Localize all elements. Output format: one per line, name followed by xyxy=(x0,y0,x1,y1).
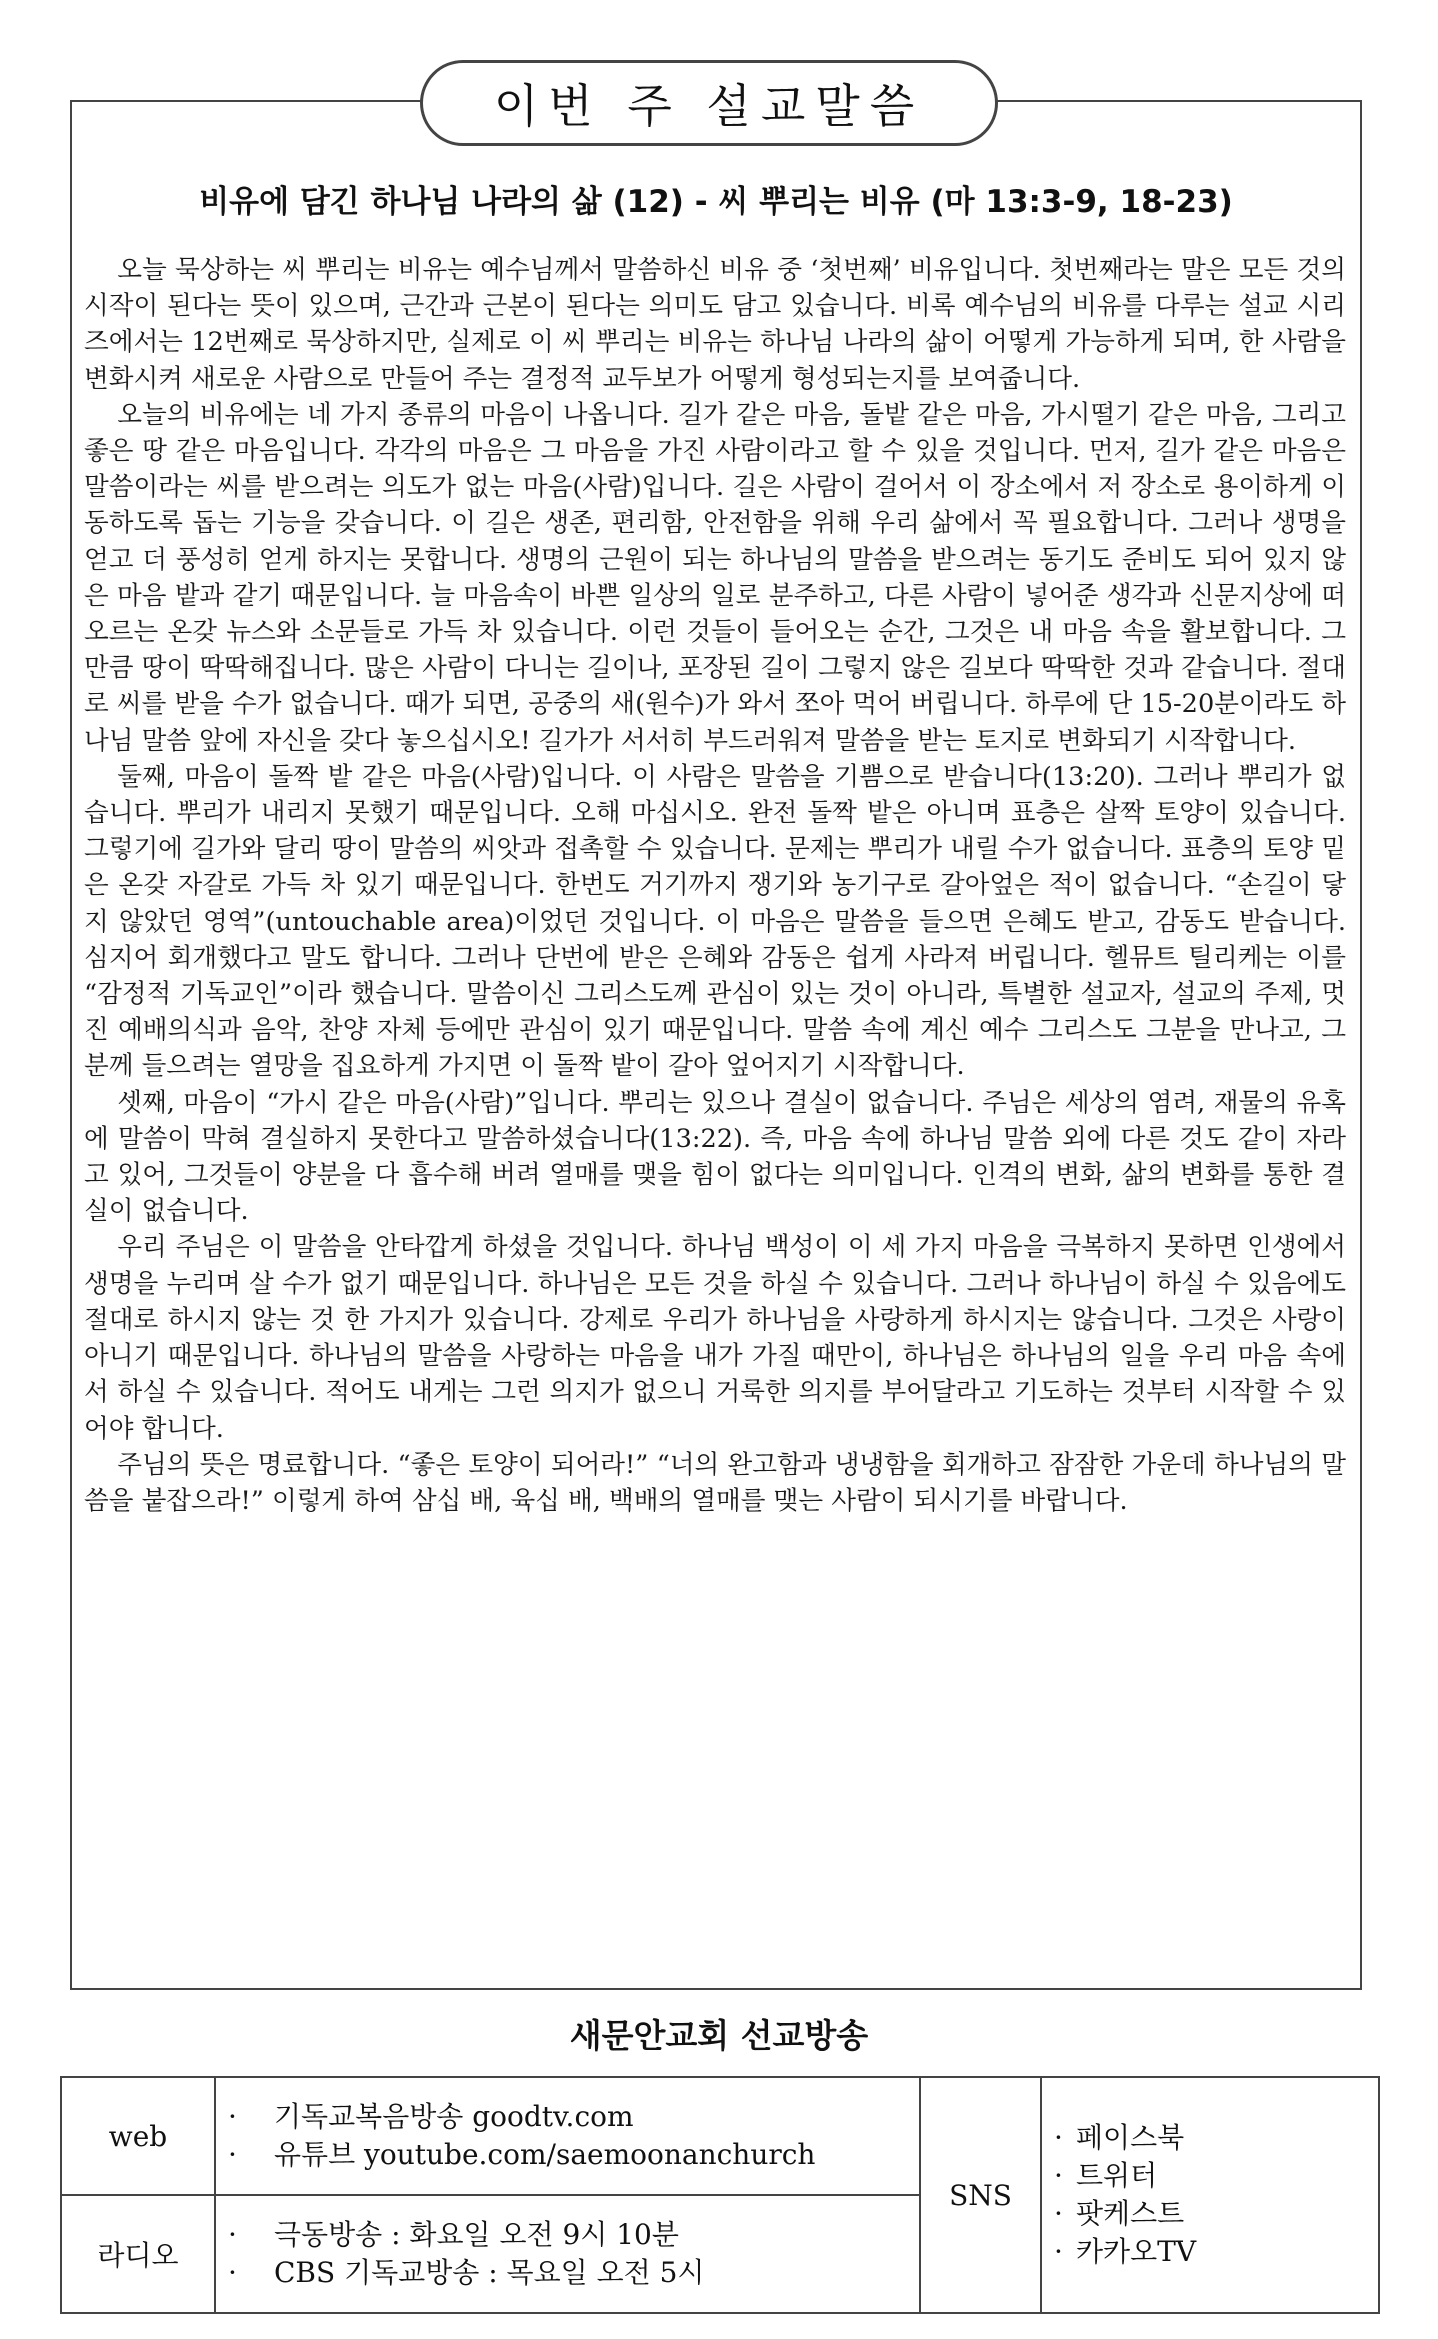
sermon-paragraph: 주님의 뜻은 명료합니다. “좋은 토양이 되어라!” “너의 완고함과 냉냉함을 회개하고 잠잠한 가운데 하나님의 말씀을 붙잡으라!” 이렇게 하여 삼십 배, 육십 배, 백배의 열매를 맺는 사람이 되시기를 바랍니다. xyxy=(84,1449,1346,1516)
web-list xyxy=(215,2077,920,2195)
sns-item[interactable]: 카카오TV xyxy=(1076,2235,1197,2268)
radio-label: 라디오 xyxy=(61,2195,215,2313)
list-item xyxy=(228,2216,907,2254)
bullet-icon: · xyxy=(228,2256,237,2289)
sermon-paragraph: 셋째, 마음이 “가시 같은 마음(사람)”입니다. 뿌리는 있으나 결실이 없습니다. 주님은 세상의 염려, 재물의 유혹에 말씀이 막혀 결실하지 못한다고 말씀하셨습니다(13:22). 즉, 마음 속에 하나님 말씀 외에 다른 것도 같이 자라고 있어, 그것들이 양분을 다 흡수해 버려 열매를 맺을 힘이 없다는 의미입니다. 인격의 변화, 삶의 변화를 통한 결실이 없습니다. xyxy=(84,1087,1346,1227)
list-item xyxy=(228,2254,907,2292)
sns-item[interactable]: 팟케스트 xyxy=(1076,2197,1185,2230)
bullet-icon: · xyxy=(228,2100,237,2133)
bullet-icon: · xyxy=(1054,2121,1063,2154)
radio-list xyxy=(215,2195,920,2313)
sermon-paragraph: 오늘 묵상하는 씨 뿌리는 비유는 예수님께서 말씀하신 비유 중 ‘첫번째’ 비유입니다. 첫번째라는 말은 모든 것의 시작이 된다는 뜻이 있으며, 근간과 근본이 된다는 의미도 담고 있습니다. 비록 예수님의 비유를 다루는 설교 시리즈에서는 12번째로 묵상하지만, 실제로 이 씨 뿌리는 비유는 하나님 나라의 삶이 어떻게 가능하게 되며, 한 사람을 변화시켜 새로운 사람으로 만들어 주는 결정적 교두보가 어떻게 형성되는지를 보여줍니다. xyxy=(84,255,1346,394)
radio-item: CBS 기독교방송 : 목요일 오전 5시 xyxy=(274,2256,705,2289)
sermon-paragraph: 우리 주님은 이 말씀을 안타깝게 하셨을 것입니다. 하나님 백성이 이 세 가지 마음을 극복하지 못하면 인생에서 생명을 누리며 살 수가 없기 때문입니다. 하나님은 모든 것을 하실 수 있습니다. 그러나 하나님이 하실 수 있음에도 절대로 하시지 않는 것 한 가지가 있습니다. 강제로 우리가 하나님을 사랑하게 하시지는 않습니다. 그것은 사랑이 아니기 때문입니다. 하나님의 말씀을 사랑하는 마음을 내가 가질 때만이, 하나님은 하나님의 일을 우리 마음 속에서 하실 수 있습니다. 적어도 내게는 그런 의지가 없으니 거룩한 의지를 부어달라고 기도하는 것부터 시작할 수 있어야 합니다. xyxy=(84,1232,1346,1444)
sns-label: SNS xyxy=(920,2077,1041,2313)
list-item xyxy=(1054,2233,1366,2271)
bullet-icon: · xyxy=(1054,2197,1063,2230)
bullet-icon: · xyxy=(228,2138,237,2171)
sermon-heading: 비유에 담긴 하나님 나라의 삶 (12) - 씨 뿌리는 비유 (마 13:3-9, 18-23) xyxy=(199,184,1233,220)
broadcast-table xyxy=(60,2076,1380,2314)
list-item xyxy=(1054,2157,1366,2195)
list-item xyxy=(228,2136,907,2174)
sermon-body xyxy=(84,252,1346,1519)
bullet-icon: · xyxy=(228,2218,237,2251)
sermon-paragraph: 둘째, 마음이 돌짝 밭 같은 마음(사람)입니다. 이 사람은 말씀을 기쁨으로 받습니다(13:20). 그러나 뿌리가 없습니다. 뿌리가 내리지 못했기 때문입니다. 오해 마십시오. 완전 돌짝 밭은 아니며 표층은 살짝 토양이 있습니다. 그렇기에 길가와 달리 땅이 말씀의 씨앗과 접촉할 수 있습니다. 문제는 뿌리가 내릴 수가 없습니다. 표층의 토양 밑은 온갖 자갈로 가득 차 있기 때문입니다. 한번도 거기까지 쟁기와 농기구로 갈아엎은 적이 없습니다. “손길이 닿지 않았던 영역”(untouchable area)이었던 것입니다. 이 마음은 말씀을 들으면 은혜도 받고, 감동도 받습니다. 심지어 회개했다고 말도 합니다. 그러나 단번에 받은 은혜와 감동은 쉽게 사라져 버립니다. 헬뮤트 틸리케는 이를 “감정적 기독교인”이라 했습니다. 말씀이신 그리스도께 관심이 있는 것이 아니라, 특별한 설교자, 설교의 주제, 멋진 예배의식과 음악, 찬양 자체 등에만 관심이 있기 때문입니다. 말씀 속에 계신 예수 그리스도 그분을 만나고, 그분께 들으려는 열망을 집요하게 가지면 이 돌짝 밭이 갈아 엎어지기 시작합니다. xyxy=(84,761,1346,1082)
list-item xyxy=(1054,2195,1366,2233)
sns-item[interactable]: 트위터 xyxy=(1076,2159,1158,2192)
page-title: 이번 주 설교말씀 xyxy=(420,60,998,146)
radio-item: 극동방송 : 화요일 오전 9시 10분 xyxy=(274,2218,679,2251)
table-row xyxy=(61,2077,1379,2195)
broadcast-title: 새문안교회 선교방송 xyxy=(569,2016,869,2055)
list-item xyxy=(1054,2119,1366,2157)
list-item xyxy=(228,2098,907,2136)
web-label: web xyxy=(61,2077,215,2195)
bullet-icon: · xyxy=(1054,2235,1063,2268)
web-item[interactable]: 기독교복음방송 goodtv.com xyxy=(274,2100,634,2133)
sns-item[interactable]: 페이스북 xyxy=(1076,2121,1185,2154)
bullet-icon: · xyxy=(1054,2159,1063,2192)
sermon-paragraph: 오늘의 비유에는 네 가지 종류의 마음이 나옵니다. 길가 같은 마음, 돌밭 같은 마음, 가시떨기 같은 마음, 그리고 좋은 땅 같은 마음입니다. 각각의 마음은 그 마음을 가진 사람이라고 할 수 있을 것입니다. 먼저, 길가 같은 마음은 말씀이라는 씨를 받으려는 의도가 없는 마음(사람)입니다. 길은 사람이 걸어서 이 장소에서 저 장소로 용이하게 이동하도록 돕는 기능을 갖습니다. 이 길은 생존, 편리함, 안전함을 위해 우리 삶에서 꼭 필요합니다. 그러나 생명을 얻고 더 풍성히 얻게 하지는 못합니다. 생명의 근원이 되는 하나님의 말씀을 받으려는 동기도 준비도 되어 있지 않은 마음 밭과 같기 때문입니다. 늘 마음속이 바쁜 일상의 일로 분주하고, 다른 사람이 넣어준 생각과 신문지상에 떠오르는 온갖 뉴스와 소문들로 가득 차 있습니다. 이런 것들이 들어오는 순간, 그것은 내 마음 속을 활보합니다. 그만큼 땅이 딱딱해집니다. 많은 사람이 다니는 길이나, 포장된 길이 그렇지 않은 길보다 딱딱한 것과 같습니다. 절대로 씨를 받을 수가 없습니다. 때가 되면, 공중의 새(원수)가 와서 쪼아 먹어 버립니다. 하루에 단 15-20분이라도 하나님 말씀 앞에 자신을 갖다 놓으십시오! 길가가 서서히 부드러워져 말씀을 받는 토지로 변화되기 시작합니다. xyxy=(84,399,1346,756)
sns-list xyxy=(1041,2077,1379,2313)
web-item[interactable]: 유튜브 youtube.com/saemoonanchurch xyxy=(274,2138,816,2171)
